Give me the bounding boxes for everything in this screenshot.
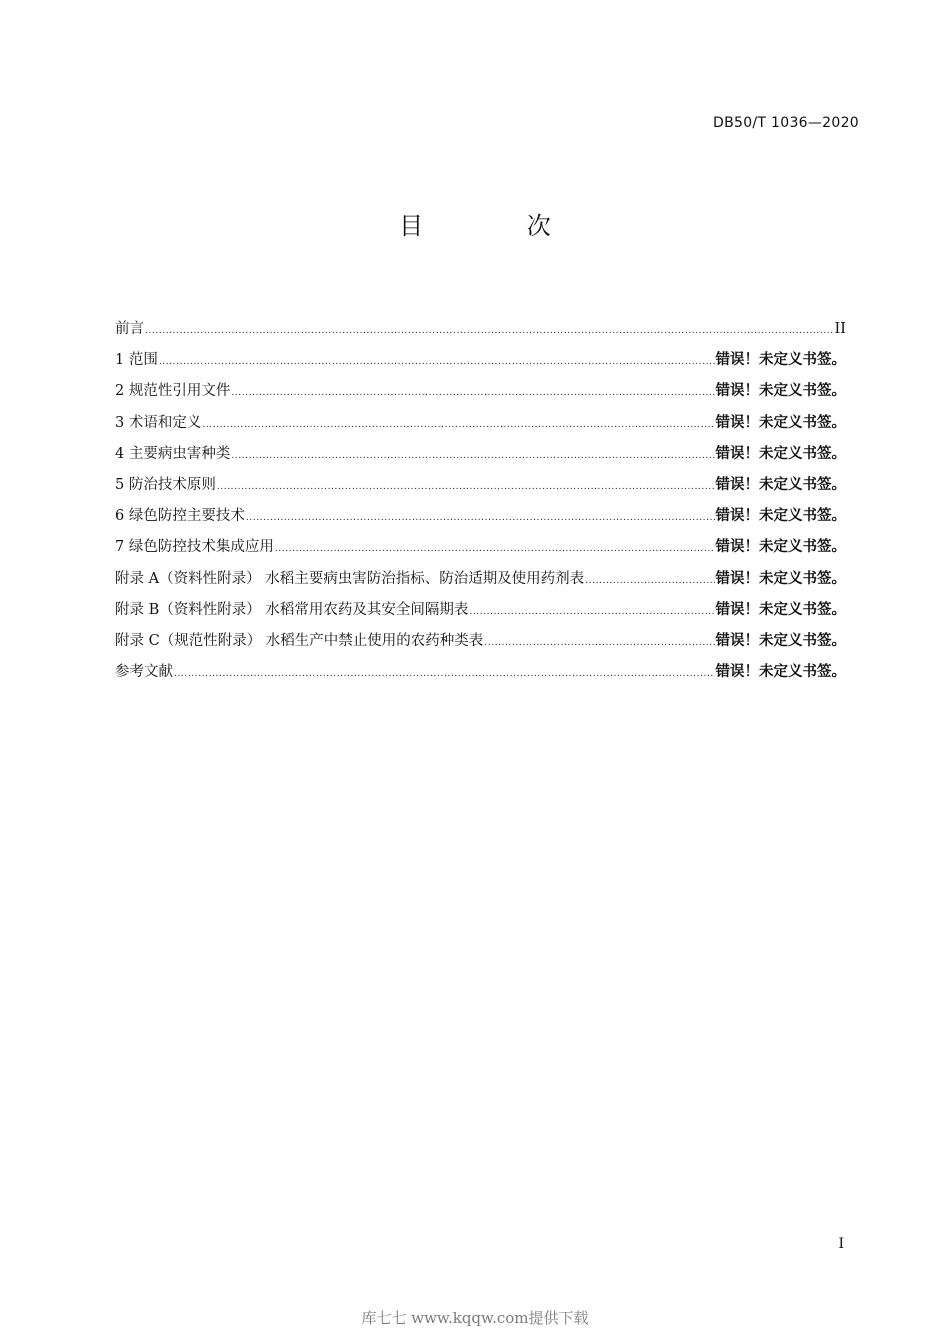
toc-entry-label: 附录 A（资料性附录） 水稻主要病虫害防治指标、防治适期及使用药剂表 (115, 570, 585, 587)
dot-leader (246, 513, 715, 523)
document-code: DB50/T 1036—2020 (713, 115, 859, 131)
toc-entry-green-control-techniques[interactable] (115, 504, 846, 535)
page-number: I (838, 1236, 844, 1252)
dot-leader (159, 357, 715, 367)
toc-entry-label: 前言 (115, 321, 144, 337)
toc-entry-label: 附录 C（规范性附录） 水稻生产中禁止使用的农药种类表 (115, 632, 484, 649)
toc-entry-page: 错误！未定义书签。 (715, 476, 846, 493)
toc-entry-label: 3 术语和定义 (115, 414, 202, 431)
toc-title: 目 次 (399, 212, 599, 240)
toc-entry-label: 附录 B（资料性附录） 水稻常用农药及其安全间隔期表 (115, 601, 469, 618)
toc-entry-page: 错误！未定义书签。 (715, 664, 846, 681)
toc-entry-page: 错误！未定义书签。 (715, 632, 846, 649)
toc-entry-page: II (834, 321, 846, 337)
dot-leader (484, 638, 714, 648)
toc-entry-page: 错误！未定义书签。 (715, 539, 846, 556)
dot-leader (231, 451, 714, 461)
dot-leader (217, 482, 715, 492)
toc-entry-appendix-c[interactable] (115, 629, 846, 660)
toc-entry-appendix-a[interactable] (115, 567, 846, 598)
toc-entry-page: 错误！未定义书签。 (715, 414, 846, 431)
toc-entry-page: 错误！未定义书签。 (715, 570, 846, 587)
toc-entry-bibliography[interactable] (115, 660, 846, 691)
toc-entry-label: 参考文献 (115, 664, 173, 681)
table-of-contents (115, 317, 846, 691)
toc-entry-label: 1 范围 (115, 352, 158, 369)
toc-entry-normative-references[interactable] (115, 379, 846, 410)
toc-entry-control-principles[interactable] (115, 473, 846, 504)
toc-entry-page: 错误！未定义书签。 (715, 508, 846, 525)
download-watermark: 库七七 www.kqqw.com提供下载 (361, 1309, 589, 1327)
toc-entry-preface[interactable] (115, 317, 846, 348)
dot-leader (174, 669, 715, 679)
toc-entry-page: 错误！未定义书签。 (715, 601, 846, 618)
toc-entry-terms-definitions[interactable] (115, 411, 846, 442)
toc-entry-pest-types[interactable] (115, 442, 846, 473)
toc-entry-label: 7 绿色防控技术集成应用 (115, 539, 274, 556)
toc-entry-page: 错误！未定义书签。 (715, 383, 846, 400)
dot-leader (469, 607, 714, 617)
toc-entry-page: 错误！未定义书签。 (715, 445, 846, 462)
dot-leader (202, 420, 714, 430)
dot-leader (145, 326, 834, 336)
toc-entry-label: 5 防治技术原则 (115, 476, 216, 493)
toc-entry-integrated-application[interactable] (115, 535, 846, 566)
dot-leader (231, 388, 714, 398)
toc-entry-page: 错误！未定义书签。 (715, 352, 846, 369)
toc-entry-label: 4 主要病虫害种类 (115, 445, 231, 462)
dot-leader (585, 576, 714, 586)
dot-leader (275, 544, 715, 554)
toc-entry-scope[interactable] (115, 348, 846, 379)
toc-entry-label: 6 绿色防控主要技术 (115, 508, 245, 525)
toc-entry-appendix-b[interactable] (115, 598, 846, 629)
toc-entry-label: 2 规范性引用文件 (115, 383, 231, 400)
